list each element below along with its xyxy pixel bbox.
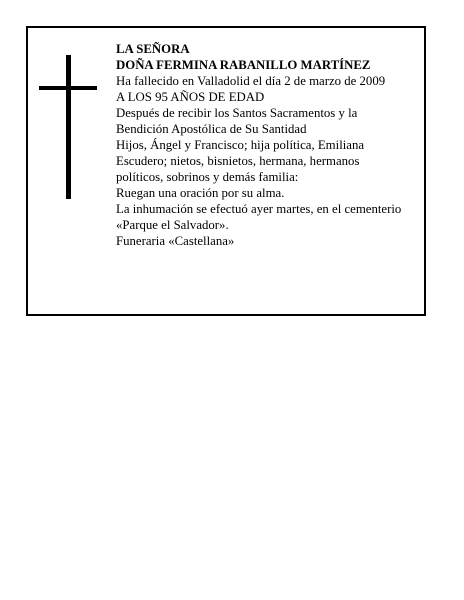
prayer-line: Ruegan una oración por su alma. (116, 186, 285, 200)
burial-line: La inhumación se efectuó ayer martes, en el cementerio (116, 202, 402, 216)
death-date-line: Ha fallecido en Valladolid el día 2 de marzo de 2009 (116, 74, 386, 88)
family-line-2: Escudero; nietos, bisnietos, hermana, hermanos (116, 154, 360, 168)
notice-heading: LA SEÑORA (116, 42, 190, 56)
funeral-home-line: Funeraria «Castellana» (116, 234, 235, 248)
blessing-line: Bendición Apostólica de Su Santidad (116, 122, 307, 136)
sacraments-line: Después de recibir los Santos Sacramentos y la (116, 106, 358, 120)
cross-vertical-bar (66, 55, 71, 199)
family-line-3: políticos, sobrinos y demás familia: (116, 170, 299, 184)
cross-horizontal-bar (39, 86, 97, 90)
deceased-name: DOÑA FERMINA RABANILLO MARTÍNEZ (116, 58, 371, 72)
notice-text (116, 41, 426, 249)
cemetery-line: «Parque el Salvador». (116, 218, 229, 232)
obituary-notice (26, 26, 426, 316)
family-line-1: Hijos, Ángel y Francisco; hija política, Emiliana (116, 138, 365, 152)
age-line: A LOS 95 AÑOS DE EDAD (116, 90, 265, 104)
cross-icon (39, 55, 97, 199)
